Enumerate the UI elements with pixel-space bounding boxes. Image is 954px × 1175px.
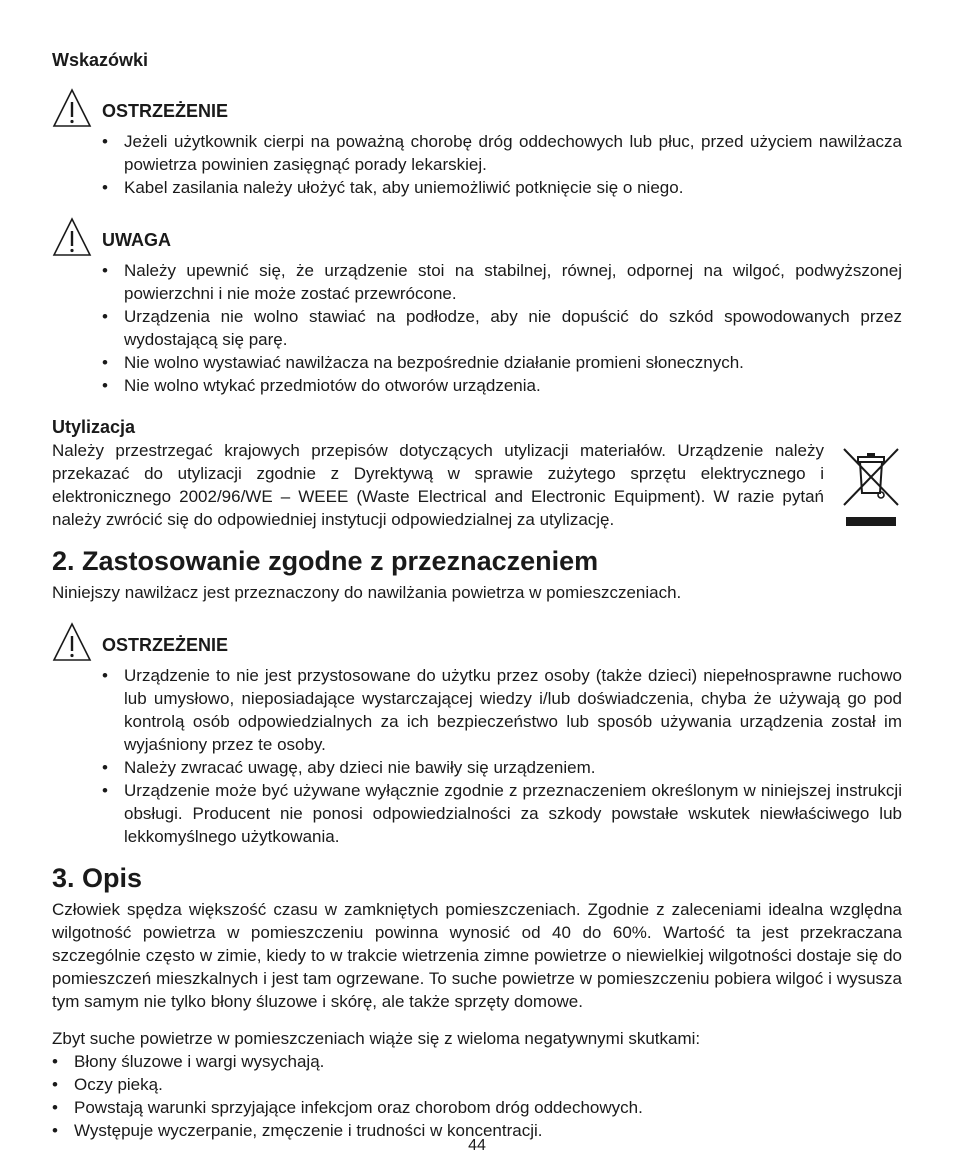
disposal-heading: Utylizacja [52,417,136,437]
warning-list-1 [52,130,902,199]
crossed-out-bin-icon [840,443,902,529]
list-item: • Urządzenie może być używane wyłącznie zgodnie z przeznaczeniem określonym w niniejszej instrukcji obsługi. Producent nie ponosi odpowiedzialności za szkody powstałe wskutek niewłaściwego lub lekkomyślnego użytkowania. [102,779,902,848]
hints-heading: Wskazówki [52,50,149,70]
effects-list [52,1050,902,1142]
section-2-text: Niniejszy nawilżacz jest przeznaczony do nawilżania powietrza w pomieszczeniach. [52,583,682,602]
list-item: • Urządzenie to nie jest przystosowane do użytku przez osoby (także dzieci) niepełnosprawne ruchowo lub umysłowo, nieposiadające wystarczającej wiedzy i/lub doświadczenia, chyba że używają go pod kontrolą osób odpowiedzialnych za ich bezpieczeństwo lub sposób używania urządzenia został im wyjaśniony przez te osoby. [102,664,902,756]
list-item: • Powstają warunki sprzyjające infekcjom oraz chorobom dróg oddechowych. [52,1096,902,1119]
section-3-heading: 3. Opis [52,863,143,893]
list-item: • Należy zwracać uwagę, aby dzieci nie bawiły się urządzeniem. [102,756,902,779]
list-item: • Błony śluzowe i wargi wysychają. [52,1050,902,1073]
section-3-paragraph-2: Zbyt suche powietrze w pomieszczeniach wiąże się z wieloma negatywnymi skutkami: [52,1029,701,1048]
warning-triangle-icon [52,217,92,257]
warning-block-1 [52,88,902,128]
list-item: • Nie wolno wystawiać nawilżacza na bezpośrednie działanie promieni słonecznych. [102,351,902,374]
warning-title: OSTRZEŻENIE [102,100,229,121]
list-item: • Występuje wyczerpanie, zmęczenie i trudności w koncentracji. [52,1119,902,1142]
list-item: • Kabel zasilania należy ułożyć tak, aby uniemożliwić potknięcie się o niego. [102,176,902,199]
section-2-heading: 2. Zastosowanie zgodne z przeznaczeniem [52,546,599,576]
section-3-paragraph-1: Człowiek spędza większość czasu w zamkniętych pomieszczeniach. Zgodnie z zaleceniami idealna względna wilgotność powietrza w pomieszczeniu powinna wynosić od 40 do 60%. Wartość ta jest przekraczana szczególnie często w zimie, kiedy to w trakcie wietrzenia zimne powietrze o niewielkiej wilgotności dostaje się do pomieszczeń mieszkalnych i jest tam ogrzewane. To suche powietrze w pomieszczeniu pobiera wilgoć i wysusza tym samym nie tylko błony śluzowe i skórę, ale także sprzęty domowe. [52,900,902,1011]
warning-block-2 [52,622,902,662]
list-item: • Oczy pieką. [52,1073,902,1096]
disposal-block [52,439,902,531]
warning-triangle-icon [52,88,92,128]
list-item: • Urządzenia nie wolno stawiać na podłodze, aby nie dopuścić do szkód spowodowanych przez wydostającą się parę. [102,305,902,351]
warning-list-2 [52,664,902,848]
disposal-text: Należy przestrzegać krajowych przepisów dotyczących utylizacji materiałów. Urządzenie należy przekazać do utylizacji zgodnie z Dyrektywą w sprawie zużytego sprzętu elektrycznego i elektronicznego 2002/96/WE – WEEE (Waste Electrical and Electronic Equipment). W razie pytań należy zwrócić się do odpowiedniej instytucji odpowiedzialnej za utylizację. [52,441,824,529]
page-number: 44 [468,1137,486,1154]
caution-list [52,259,902,397]
list-item: • Należy upewnić się, że urządzenie stoi na stabilnej, równej, odpornej na wilgoć, podwyższonej powierzchni i nie może zostać przewrócone. [102,259,902,305]
caution-title: UWAGA [102,229,171,250]
page-content [52,48,902,1142]
warning-triangle-icon [52,622,92,662]
list-item: • Nie wolno wtykać przedmiotów do otworów urządzenia. [102,374,902,397]
list-item: • Jeżeli użytkownik cierpi na poważną chorobę dróg oddechowych lub płuc, przed użyciem nawilżacza powietrza powinien zasięgnąć porady lekarskiej. [102,130,902,176]
warning-title: OSTRZEŻENIE [102,634,229,655]
caution-block [52,217,902,257]
